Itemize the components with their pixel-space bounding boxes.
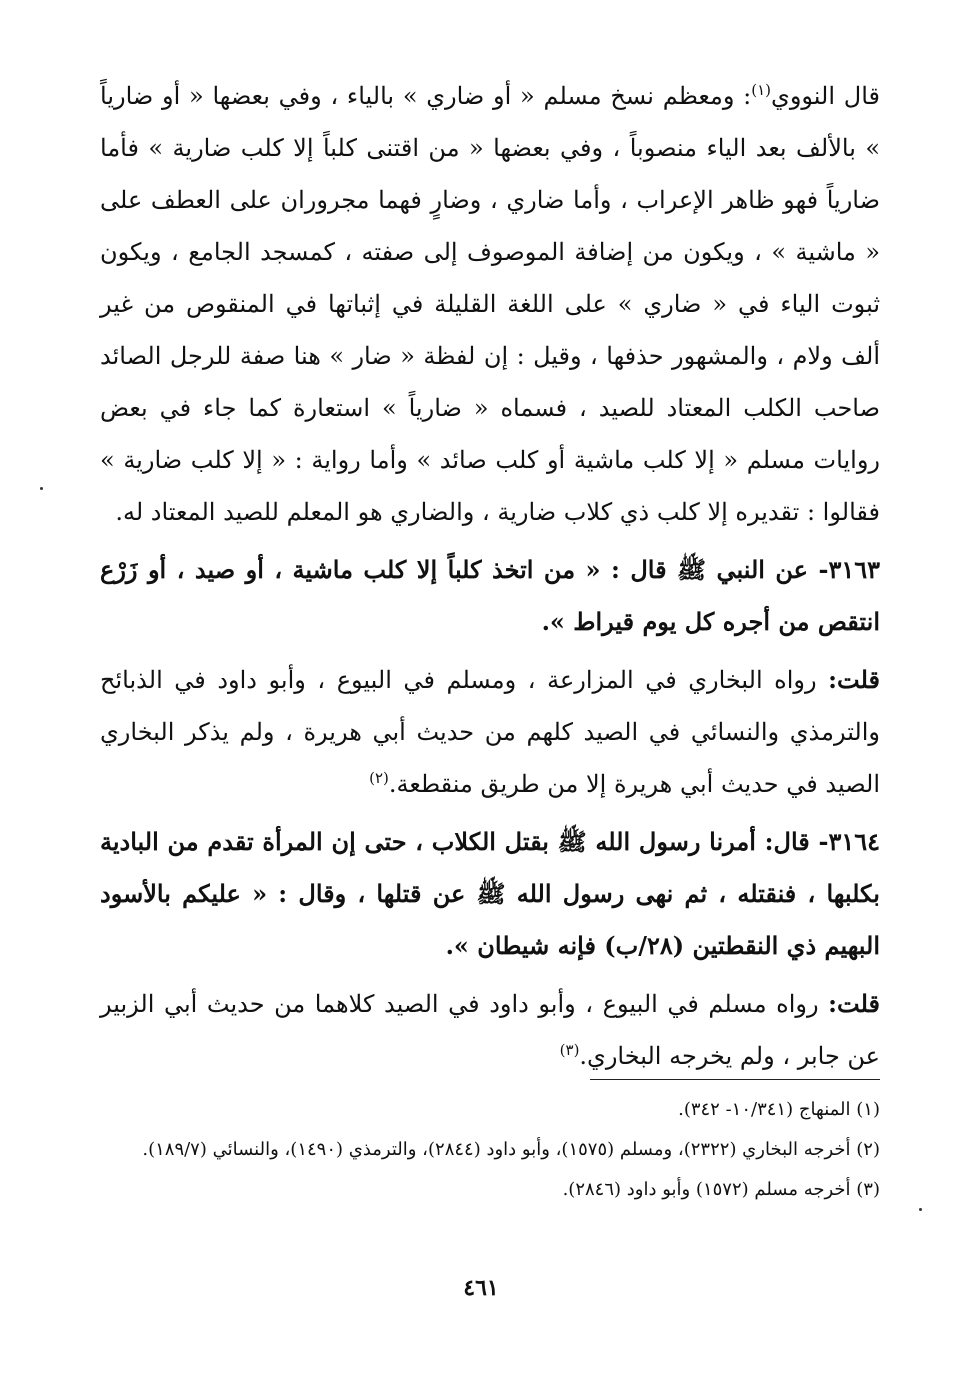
qultu-body: رواه البخاري في المزارعة ، ومسلم في البيوع ، وأبو داود في الذبائح والترمذي والنسائي في الصيد كلهم من حديث أبي هريرة ، ولم يذكر البخاري الصيد في حديث أبي هريرة إلا من طريق منقطعة. <box>100 666 880 798</box>
qultu-paragraph-1 <box>100 654 880 810</box>
footnote-3: (٣) أخرجه مسلم (١٥٧٢) وأبو داود (٢٨٤٦). <box>562 1179 880 1200</box>
footnote-ref-1: (١) <box>751 81 772 99</box>
qultu-label: قلت: <box>828 665 880 694</box>
page-number: ٤٦١ <box>463 1275 499 1301</box>
footnote-1: (١) المنهاج (١٠/٣٤١- ٣٤٢). <box>678 1099 880 1120</box>
scan-speck <box>40 487 43 490</box>
qultu-paragraph-2 <box>100 978 880 1082</box>
footnotes <box>100 1093 880 1213</box>
main-text <box>100 70 880 1082</box>
nawawi-paragraph <box>100 70 880 538</box>
footnote-ref-2: (٢) <box>369 769 389 787</box>
nawawi-intro: قال النووي <box>771 82 880 110</box>
hadith-3163: ٣١٦٣- عن النبي ﷺ قال : « من اتخذ كلباً إلا كلب ماشية ، أو صيد ، أو زَرْع انتقص من أجره كل يوم قيراط ». <box>100 555 880 636</box>
footnote-divider <box>590 1079 880 1080</box>
qultu-label: قلت: <box>828 989 880 1018</box>
footnote-ref-3: (٣) <box>559 1041 580 1059</box>
nawawi-body: : ومعظم نسخ مسلم « أو ضاري » بالياء ، وفي بعضها « أو ضارياً » بالألف بعد الياء منصوباً ، وفي بعضها « من اقتنى كلباً إلا كلب ضارية » فأما ضارياً فهو ظاهر الإعراب ، وأما ضاري ، وضارٍ فهما مجروران على العطف على « ماشية » ، ويكون من إضافة الموصوف إلى صفته ، كمسجد الجامع ، ويكون ثبوت الياء في « ضاري » على اللغة القليلة في إثباتها في المنقوص من غير ألف ولام ، والمشهور حذفها ، وقيل : إن لفظة « ضار » هنا صفة للرجل الصائد صاحب الكلب المعتاد للصيد ، فسماه « ضارياً » استعارة كما جاء في بعض روايات مسلم « إلا كلب ماشية أو كلب صائد » وأما رواية : « إلا كلب ضارية » فقالوا : تقديره إلا كلب ذي كلاب ضارية ، والضاري هو المعلم للصيد المعتاد له. <box>100 82 880 526</box>
scan-speck <box>919 1208 922 1211</box>
hadith-3164: ٣١٦٤- قال: أمرنا رسول الله ﷺ بقتل الكلاب ، حتى إن المرأة تقدم من البادية بكلبها ، فنقتله ، ثم نهى رسول الله ﷺ عن قتلها ، وقال : « عليكم بالأسود البهيم ذي النقطتين (٢٨/ب) فإنه شيطان ». <box>100 827 880 960</box>
qultu-body: رواه مسلم في البيوع ، وأبو داود في الصيد كلاهما من حديث أبي الزبير عن جابر ، ولم يخرجه البخاري. <box>100 990 880 1070</box>
footnote-2: (٢) أخرجه البخاري (٢٣٢٢)، ومسلم (١٥٧٥)، وأبو داود (٢٨٤٤)، والترمذي (١٤٩٠)، والنسائي (١٨٩/٧). <box>142 1139 880 1160</box>
